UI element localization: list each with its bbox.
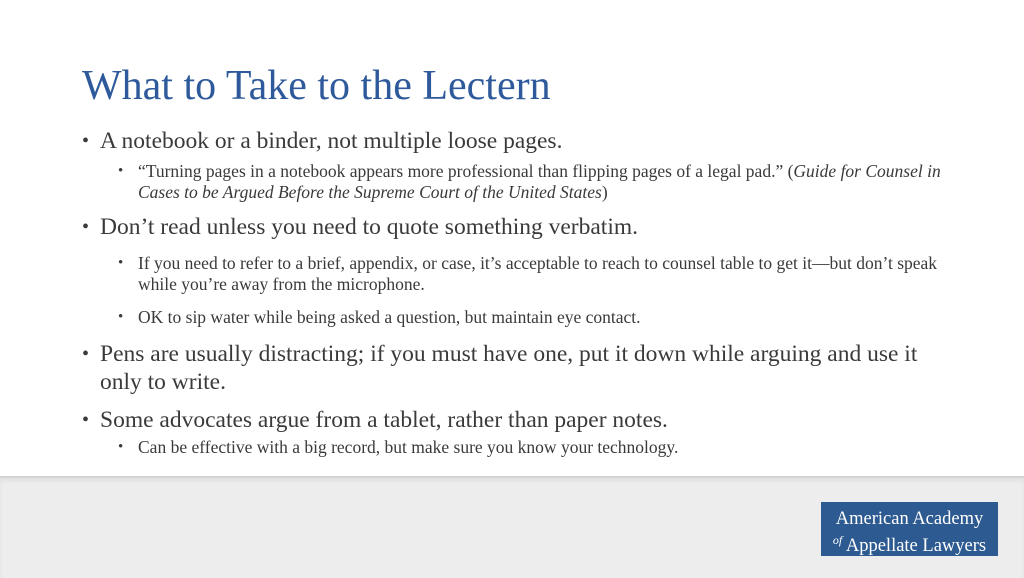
- bullet-notebook: • A notebook or a binder, not multiple loose pages.: [82, 127, 952, 155]
- bullet-dont-read: • Don’t read unless you need to quote something verbatim.: [82, 213, 952, 241]
- sub-bullet-notebook-quote: [82, 161, 952, 203]
- bullet-tablet: • Some advocates argue from a tablet, rather than paper notes.: [82, 406, 952, 434]
- bullet-list: [82, 127, 952, 458]
- citation-paren-close: ): [601, 182, 608, 202]
- logo-line-1: American Academy: [835, 509, 984, 529]
- logo-line-2: [821, 530, 998, 557]
- sub-bullet-technology: • Can be effective with a big record, but make sure you know your technology.: [82, 437, 952, 458]
- logo-of: of: [832, 533, 843, 547]
- logo-line-2-text: Appellate Lawyers: [845, 536, 987, 557]
- citation-paren-open: (: [783, 161, 794, 181]
- sub-bullet-counsel-table: • If you need to refer to a brief, appendix, or case, it’s acceptable to reach to counsel table to get it—but don’t speak while you’re away from the microphone.: [82, 253, 952, 295]
- quote-text: “Turning pages in a notebook appears more professional than flipping pages of a legal pad.”: [138, 161, 784, 181]
- citation-text: Guide for Counsel in Cases to be Argued Before the Supreme Court of the United States: [138, 161, 941, 202]
- bullet-pens: • Pens are usually distracting; if you must have one, put it down while arguing and use it only to write.: [82, 340, 952, 396]
- slide-title: What to Take to the Lectern: [82, 63, 551, 109]
- aaal-logo: [821, 502, 998, 556]
- sub-bullet-sip-water: • OK to sip water while being asked a question, but maintain eye contact.: [82, 307, 952, 328]
